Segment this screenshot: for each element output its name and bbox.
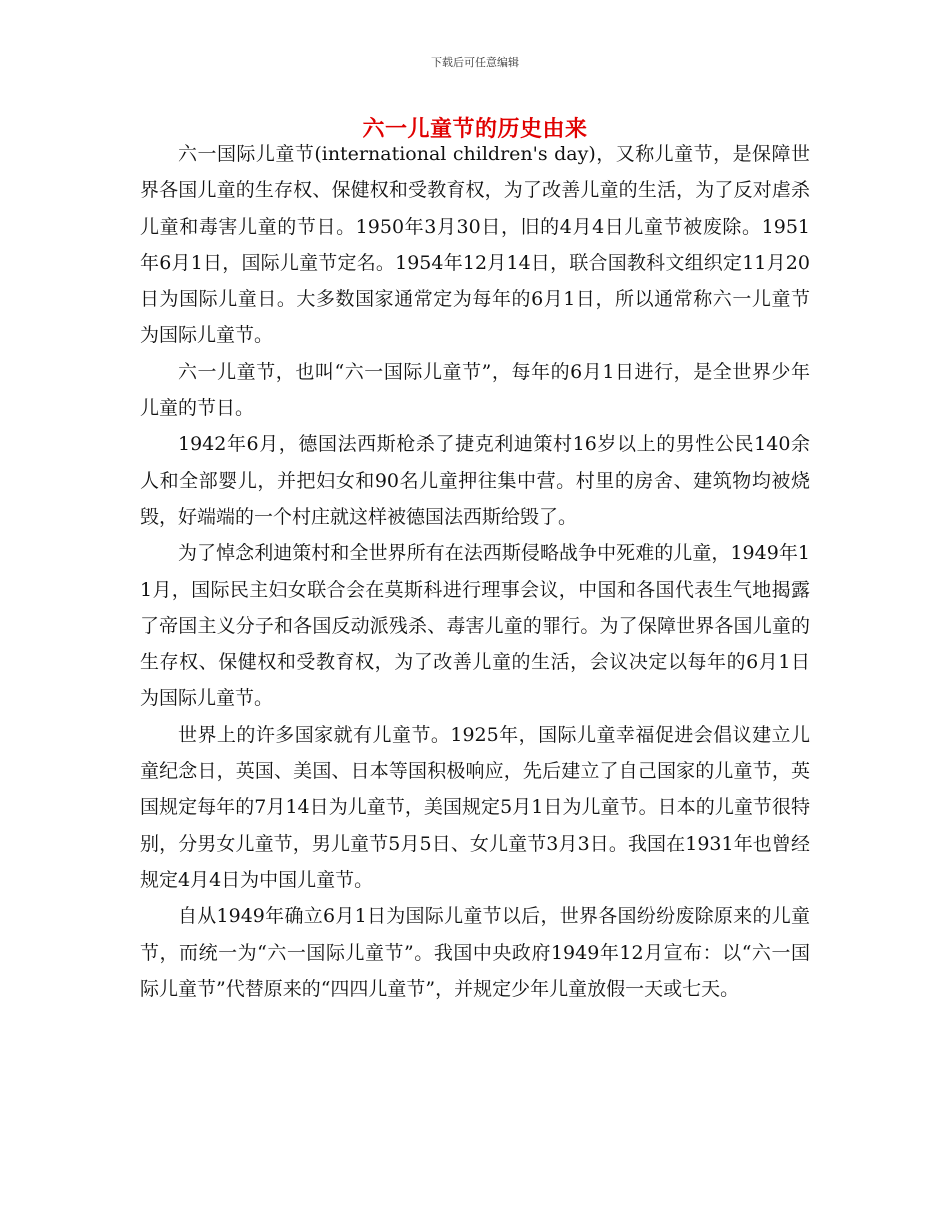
page-header: 下载后可任意编辑 bbox=[431, 56, 519, 69]
paragraph: 为了悼念利迪策村和全世界所有在法西斯侵略战争中死难的儿童，1949年11月，国际民主妇女联合会在莫斯科进行理事会议，中国和各国代表生气地揭露了帝国主义分子和各国反动派残杀、毒害儿童的罪行。为了保障世界各国儿童的生存权、保健权和受教育权，为了改善儿童的生活，会议决定以每年的6月1日为国际儿童节。 bbox=[140, 542, 810, 710]
document-title: 六一儿童节的历史由来 bbox=[362, 117, 588, 142]
paragraph: 世界上的许多国家就有儿童节。1925年，国际儿童幸福促进会倡议建立儿童纪念日，英国、美国、日本等国积极响应，先后建立了自己国家的儿童节，英国规定每年的7月14日为儿童节，美国规定5月1日为儿童节。日本的儿童节很特别，分男女儿童节，男儿童节5月5日、女儿童节3月3日。我国在1931年也曾经规定4月4日为中国儿童节。 bbox=[140, 723, 810, 891]
paragraph: 六一儿童节，也叫“六一国际儿童节”，每年的6月1日进行，是全世界少年儿童的节日。 bbox=[140, 360, 810, 420]
paragraph: 自从1949年确立6月1日为国际儿童节以后，世界各国纷纷废除原来的儿童节，而统一为“六一国际儿童节”。我国中央政府1949年12月宣布：以“六一国际儿童节”代替原来的“四四儿童节”，并规定少年儿童放假一天或七天。 bbox=[140, 905, 810, 1000]
paragraph: 1942年6月，德国法西斯枪杀了捷克利迪策村16岁以上的男性公民140余人和全部婴儿，并把妇女和90名儿童押往集中营。村里的房舍、建筑物均被烧毁，好端端的一个村庄就这样被德国法西斯给毁了。 bbox=[140, 433, 810, 528]
document-body bbox=[140, 136, 810, 1007]
paragraph: 六一国际儿童节(international children's day)，又称儿童节，是保障世界各国儿童的生存权、保健权和受教育权，为了改善儿童的生活，为了反对虐杀儿童和毒害儿童的节日。1950年3月30日，旧的4月4日儿童节被废除。1951年6月1日，国际儿童节定名。1954年12月14日，联合国教科文组织定11月20日为国际儿童日。大多数国家通常定为每年的6月1日，所以通常称六一儿童节为国际儿童节。 bbox=[140, 143, 810, 347]
